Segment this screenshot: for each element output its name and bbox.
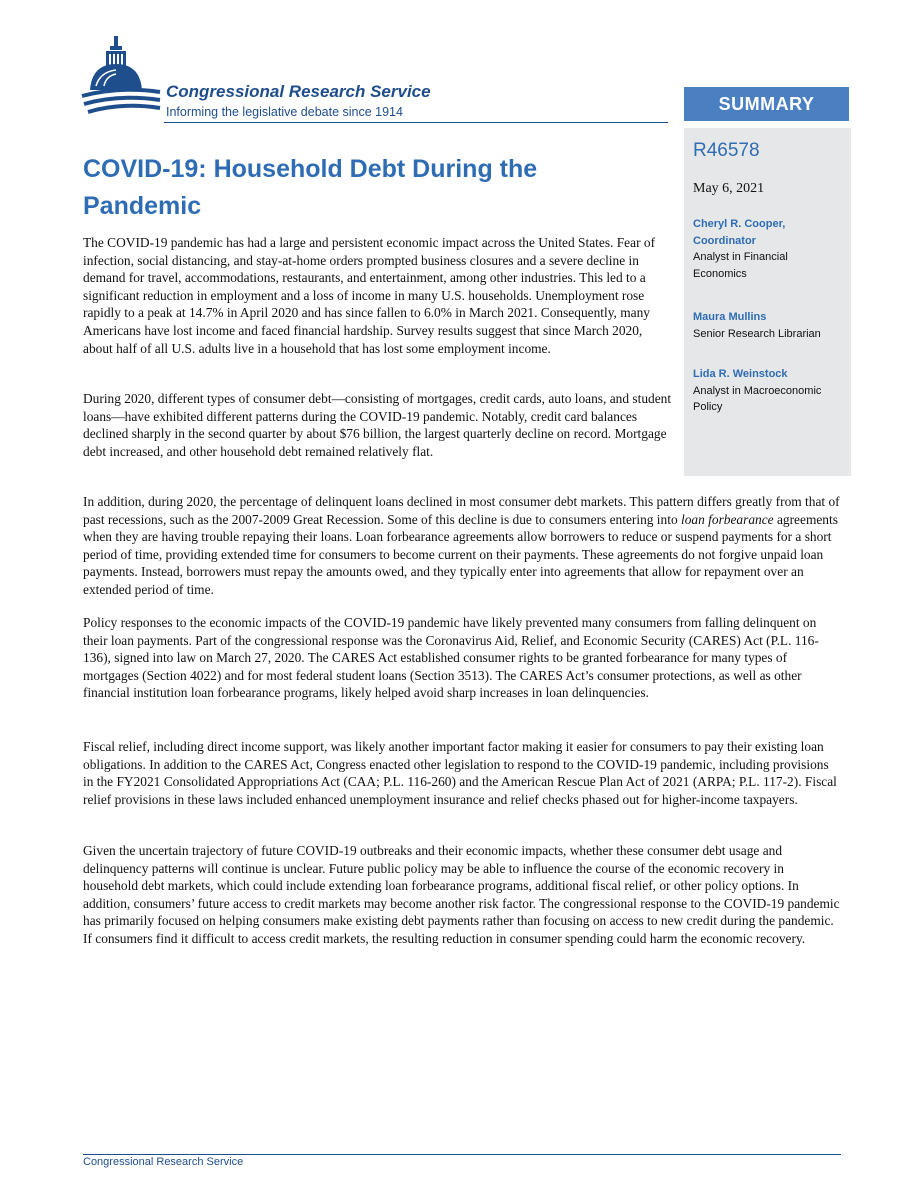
summary-paragraph: Policy responses to the economic impacts of the COVID-19 pandemic have likely prevented many consumers from falling delinquent on their loan payments. Part of the congressional response was the Coronavirus Aid, Relief, and Economic Security (CARES) Act (P.L. 116-136), signed into law on March 27, 2020. The CARES Act established consumer rights to be granted forbearance for many types of mortgages (Section 4022) and for most federal student loans (Section 3513). The CARES Act’s consumer protections, as well as other financial institution loan forbearance programs, likely helped avoid sharp increases in loan delinquencies. [83, 615, 819, 701]
author-role: Policy [693, 401, 723, 413]
paragraph-text: In addition, during 2020, the percentage of delinquent loans declined in most consumer debt markets. This pattern differs greatly from that of past recessions, such as the 2007-2009 Great Recession. Some of this decline is due to consumers entering into [83, 494, 840, 527]
author-block [693, 216, 788, 282]
summary-label: SUMMARY [684, 87, 849, 121]
summary-paragraph: Fiscal relief, including direct income support, was likely another important factor making it easier for consumers to pay their existing loan obligations. In addition to the CARES Act, Congress enacted other legislation to respond to the COVID-19 pandemic, including provisions in the FY2021 Consolidated Appropriations Act (CAA; P.L. 116-260) and the American Rescue Plan Act of 2021 (ARPA; P.L. 117-2). Fiscal relief provisions in these laws included enhanced unemployment insurance and relief checks phased out for higher-income taxpayers. [83, 739, 837, 807]
summary-paragraph [83, 493, 841, 599]
report-number: R46578 [693, 140, 760, 161]
author-name: Cheryl R. Cooper, [693, 218, 786, 230]
report-sidebar [684, 128, 851, 476]
footer-org-name: Congressional Research Service [83, 1156, 244, 1168]
author-name: Lida R. Weinstock [693, 368, 788, 380]
report-date: May 6, 2021 [693, 181, 765, 196]
report-title: COVID-19: Household Debt During the Pandemic [83, 155, 538, 220]
capitol-dome-icon [80, 34, 162, 124]
footer-divider [83, 1154, 841, 1155]
paragraph-text: agreements when they are having trouble repaying their loans. Loan forbearance agreements allow borrowers to reduce or suspend payments for a short period of time, providing extended time for consumers to become current on their payments. These agreements do not forgive unpaid loan payments. Instead, borrowers must repay the amounts owed, and they typically enter into agreements that allow for repayment over an extended period of time. [83, 511, 838, 597]
author-block [693, 309, 821, 342]
author-role: Analyst in Financial [693, 251, 788, 263]
summary-paragraph: The COVID-19 pandemic has had a large and persistent economic impact across the United States. Fear of infection, social distancing, and stay-at-home orders prompted business closures and a severe decline in demand for travel, accommodations, restaurants, and entertainment, among other industries. This led to a significant reduction in employment and a loss of income in many U.S. households. Unemployment rose rapidly to a peak at 14.7% in April 2020 and has since fallen to 6.0% in March 2021. Consequently, many Americans have lost income and faced financial hardship. Survey results suggest that since March 2020, about half of all U.S. adults live in a household that has lost some employment income. [83, 235, 656, 356]
org-tagline: Informing the legislative debate since 1914 [166, 105, 403, 119]
author-title: Coordinator [693, 234, 756, 247]
emphasis-term: loan forbearance [681, 511, 774, 527]
author-role: Economics [693, 267, 747, 280]
header-divider [164, 122, 668, 123]
author-role: Senior Research Librarian [693, 327, 821, 340]
author-block [693, 366, 821, 416]
org-name: Congressional Research Service [166, 82, 431, 101]
summary-paragraph: Given the uncertain trajectory of future COVID-19 outbreaks and their economic impacts, whether these consumer debt usage and delinquency patterns will continue is unclear. Future public policy may be able to influence the course of the economic recovery in household debt markets, which could include extending loan forbearance programs, additional fiscal relief, or other policy options. In addition, consumers’ future access to credit markets may become another risk factor. The congressional response to the COVID-19 pandemic has primarily focused on helping consumers make existing debt payments rather than focusing on access to new credit during the pandemic. If consumers find it difficult to access credit markets, the resulting reduction in consumer spending could harm the economic recovery. [83, 843, 840, 946]
author-name: Maura Mullins [693, 311, 767, 323]
crs-logo [80, 34, 480, 124]
summary-paragraph: During 2020, different types of consumer debt—consisting of mortgages, credit cards, auto loans, and student loans—have exhibited different patterns during the COVID-19 pandemic. Notably, credit card balances declined sharply in the second quarter by about $76 billion, the largest quarterly decline on record. Mortgage debt increased, and other household debt remained relatively flat. [83, 391, 672, 459]
author-role: Analyst in Macroeconomic [693, 384, 822, 397]
